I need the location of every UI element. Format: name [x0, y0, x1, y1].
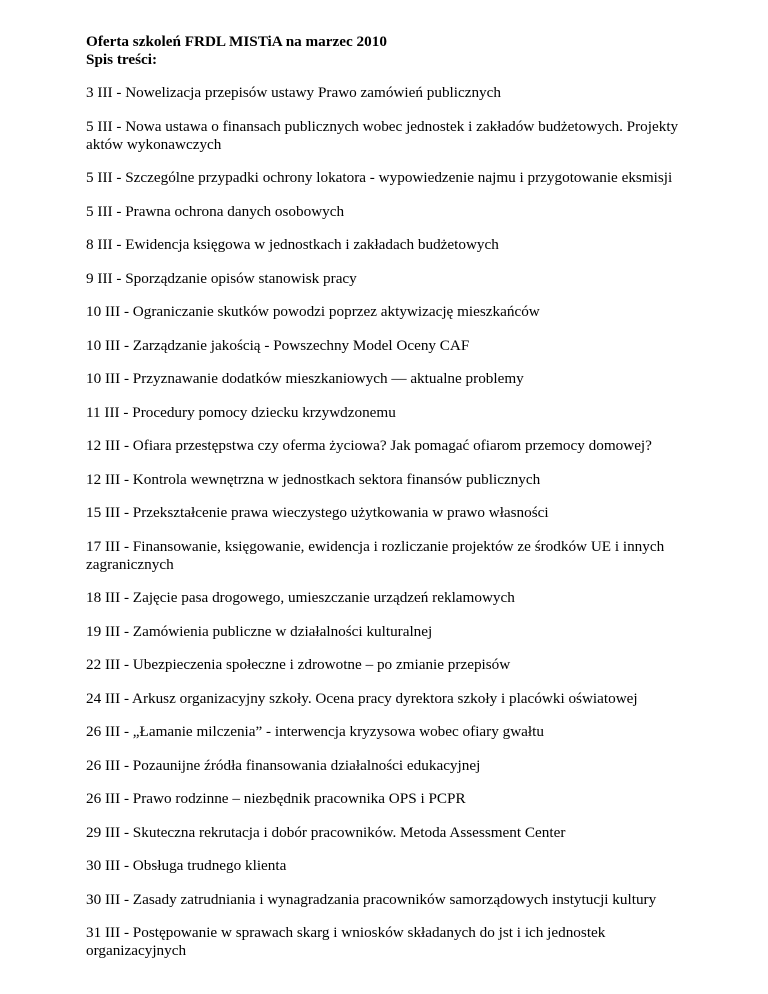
toc-entry: 8 III - Ewidencja księgowa w jednostkach i zakładach budżetowych — [86, 236, 499, 253]
toc-entry: 17 III - Finansowanie, księgowanie, ewidencja i rozliczanie projektów ze środków UE i innych zagranicznych — [86, 537, 665, 573]
toc-entry: 26 III - Pozaunijne źródła finansowania działalności edukacyjnej — [86, 756, 481, 774]
toc-entry: 19 III - Zamówienia publiczne w działalności kulturalnej — [86, 622, 433, 640]
document-title: Oferta szkoleń FRDL MISTiA na marzec 2010 — [86, 33, 387, 50]
toc-entry: 29 III - Skuteczna rekrutacja i dobór pracowników. Metoda Assessment Center — [86, 823, 566, 841]
toc-entry: 12 III - Ofiara przestępstwa czy oferma życiowa? Jak pomagać ofiarom przemocy domowej? — [86, 437, 652, 454]
toc-heading: Spis treści: — [86, 51, 158, 68]
toc-entry: 22 III - Ubezpieczenia społeczne i zdrowotne – po zmianie przepisów — [86, 656, 511, 673]
toc-entry: 5 III - Prawna ochrona danych osobowych — [86, 202, 345, 220]
toc-entry: 10 III - Przyznawanie dodatków mieszkaniowych — aktualne problemy — [86, 370, 524, 387]
toc-entry: 3 III - Nowelizacja przepisów ustawy Prawo zamówień publicznych — [86, 84, 501, 101]
toc-entry: 26 III - Prawo rodzinne – niezbędnik pracownika OPS i PCPR — [86, 790, 466, 807]
toc-entry: 30 III - Obsługa trudnego klienta — [86, 857, 287, 874]
toc-entry: 30 III - Zasady zatrudniania i wynagradzania pracowników samorządowych instytucji kultury — [86, 890, 657, 908]
toc-entry: 5 III - Szczególne przypadki ochrony lokatora - wypowiedzenie najmu i przygotowanie eksmisji — [86, 169, 673, 186]
toc-entry: 10 III - Zarządzanie jakością - Powszechny Model Oceny CAF — [86, 336, 470, 354]
toc-list — [86, 84, 708, 960]
toc-entry: 26 III - „Łamanie milczenia” - interwencja kryzysowa wobec ofiary gwałtu — [86, 723, 544, 740]
toc-entry: 5 III - Nowa ustawa o finansach publicznych wobec jednostek i zakładów budżetowych. Projekty aktów wykonawczych — [86, 117, 679, 153]
toc-entry: 10 III - Ograniczanie skutków powodzi poprzez aktywizację mieszkańców — [86, 303, 540, 320]
toc-entry: 9 III - Sporządzanie opisów stanowisk pracy — [86, 269, 357, 287]
toc-entry: 24 III - Arkusz organizacyjny szkoły. Ocena pracy dyrektora szkoły i placówki oświatowej — [86, 689, 638, 707]
toc-entry: 18 III - Zajęcie pasa drogowego, umieszczanie urządzeń reklamowych — [86, 589, 515, 606]
toc-entry: 15 III - Przekształcenie prawa wieczystego użytkowania w prawo własności — [86, 504, 549, 521]
toc-entry: 31 III - Postępowanie w sprawach skarg i wniosków składanych do jst i ich jednostek organizacyjnych — [86, 924, 606, 959]
toc-entry: 12 III - Kontrola wewnętrzna w jednostkach sektora finansów publicznych — [86, 470, 541, 488]
toc-entry: 11 III - Procedury pomocy dziecku krzywdzonemu — [86, 403, 396, 421]
